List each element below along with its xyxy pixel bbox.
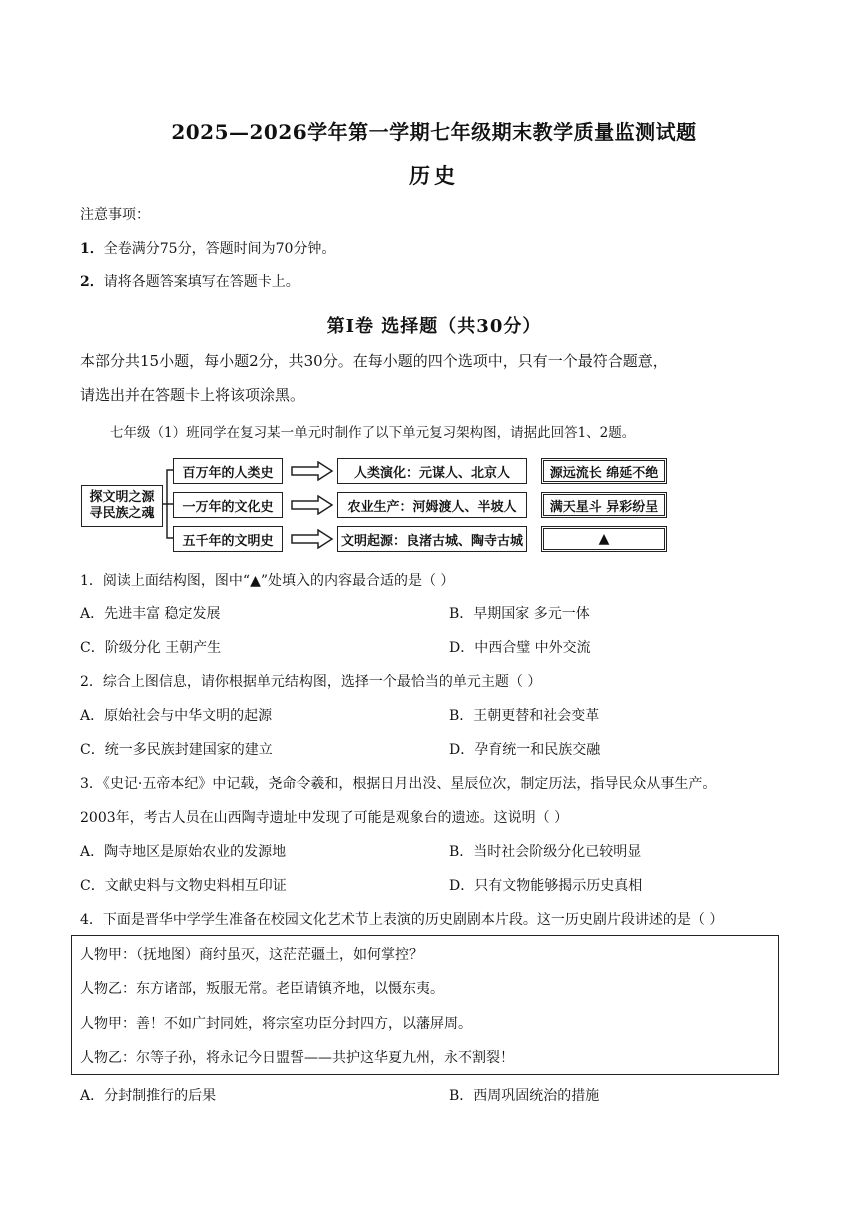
notice-item: 2．请将各题答案填写在答题卡上。 [80, 274, 300, 290]
question-stem: 2003年，考古人员在山西陶寺遗址中发现了可能是观象台的遗迹。这说明（ ） [80, 810, 569, 826]
diagram-content: 人类演化：元谋人、北京人 [337, 458, 527, 484]
script-line: 人物乙：尔等子孙，将永记今日盟誓——共护这华夏九州，永不割裂！ [80, 1050, 514, 1066]
option: A．陶寺地区是原始农业的发源地 [80, 844, 287, 860]
diagram-summary: 源远流长 绵延不绝 [541, 458, 667, 484]
option: B．当时社会阶级分化已较明显 [449, 844, 642, 860]
option: C．统一多民族封建国家的建立 [80, 742, 273, 758]
option: B．早期国家 多元一体 [449, 606, 590, 622]
question-stem: 3．《史记·五帝本纪》中记载，尧命令羲和，根据日月出没、星辰位次，制定历法，指导民众从事生产。 [80, 776, 717, 792]
option: D．孕育统一和民族交融 [449, 742, 601, 758]
option: B．王朝更替和社会变革 [449, 708, 600, 724]
diagram-summary-blank: ▲ [541, 526, 667, 552]
arrow-icon [290, 495, 334, 515]
diagram-topic: 一万年的文化史 [173, 492, 283, 518]
diagram-content: 农业生产：河姆渡人、半坡人 [337, 492, 527, 518]
arrow-icon [290, 529, 334, 549]
arrow-icon [290, 461, 334, 481]
option: A．分封制推行的后果 [80, 1088, 217, 1104]
question-context: 七年级（1）班同学在复习某一单元时制作了以下单元复习架构图，请据此回答1、2题。 [110, 425, 636, 441]
option: C．文献史料与文物史料相互印证 [80, 878, 287, 894]
option: D．中西合璧 中外交流 [449, 640, 591, 656]
option: C．阶级分化 王朝产生 [80, 640, 222, 656]
option: D．只有文物能够揭示历史真相 [449, 878, 643, 894]
option: A．先进丰富 稳定发展 [80, 606, 221, 622]
script-line: 人物乙：东方诸部，叛服无常。老臣请镇齐地，以慑东夷。 [80, 981, 444, 997]
subject-title: 历史 [409, 163, 459, 188]
option: A．原始社会与中华文明的起源 [80, 708, 273, 724]
notice-heading: 注意事项： [80, 207, 150, 223]
diagram-topic: 五千年的文明史 [173, 526, 283, 552]
exam-title: 2025—2026学年第一学期七年级期末教学质量监测试题 [171, 120, 697, 144]
script-line: 人物甲：（抚地图）商纣虽灭，这茫茫疆土，如何掌控？ [80, 947, 423, 963]
question-stem: 2．综合上图信息，请你根据单元结构图，选择一个最恰当的单元主题（ ） [80, 674, 542, 690]
section-intro: 本部分共15小题，每小题2分，共30分。在每小题的四个选项中，只有一个最符合题意， [80, 352, 668, 370]
question-stem: 1．阅读上面结构图，图中“▲”处填入的内容最合适的是（ ） [80, 573, 455, 589]
diagram-content: 文明起源：良渚古城、陶寺古城 [337, 526, 527, 552]
notice-item: 1．全卷满分75分，答题时间为70分钟。 [80, 241, 336, 257]
question-stem: 4．下面是晋华中学学生准备在校园文化艺术节上表演的历史剧剧本片段。这一历史剧片段讲述的是（ ） [80, 912, 724, 928]
diagram-topic: 百万年的人类史 [173, 458, 283, 484]
diagram-root: 探文明之源 寻民族之魂 [81, 485, 163, 527]
section-intro: 请选出并在答题卡上将该项涂黑。 [80, 386, 306, 404]
option: B．西周巩固统治的措施 [449, 1088, 600, 1104]
diagram-summary: 满天星斗 异彩纷呈 [541, 492, 667, 518]
section-title: 第Ⅰ卷 选择题（共30分） [326, 316, 542, 337]
script-line: 人物甲：善！不如广封同姓，将宗室功臣分封四方，以藩屏周。 [80, 1016, 472, 1032]
